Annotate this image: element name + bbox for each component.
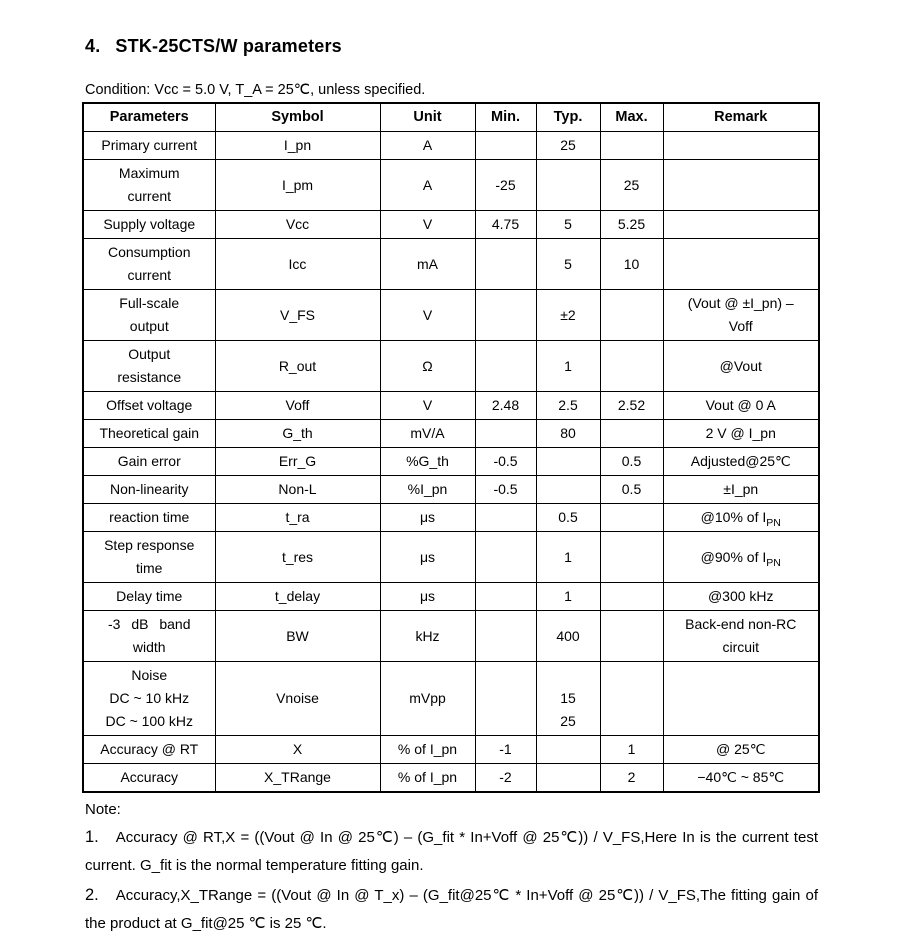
typ-cell: ±2: [536, 290, 600, 341]
note-number: 1.: [85, 828, 99, 846]
remark-cell: @300 kHz: [663, 583, 819, 611]
remark-cell: @90% of $I_{PN}$: [663, 532, 819, 583]
table-row: [83, 160, 819, 211]
unit-cell: % of I_pn: [380, 736, 475, 764]
column-header: Typ.: [536, 103, 600, 132]
typ-cell: [536, 448, 600, 476]
parameter-cell: Primary current: [83, 132, 215, 160]
symbol-cell: t_res: [215, 532, 380, 583]
remark-subscript: PN: [766, 516, 781, 529]
min-cell: [475, 583, 536, 611]
remark-cell: ±I_pn: [663, 476, 819, 504]
min-cell: [475, 420, 536, 448]
unit-cell: mVpp: [380, 662, 475, 736]
parameter-cell: Delay time: [83, 583, 215, 611]
unit-cell: V: [380, 392, 475, 420]
symbol-cell: t_ra: [215, 504, 380, 532]
note-text: Accuracy,X_TRange = ((Vout @ In @ T_x) – (G_fit@25℃ * In+Voff @ 25℃)) / V_FS,The fitting gain of the product at G_fit@25 ℃ is 25 ℃.: [85, 887, 818, 932]
parameter-cell: reaction time: [83, 504, 215, 532]
typ-cell: [536, 764, 600, 793]
table-row: [83, 611, 819, 662]
max-cell: [600, 132, 663, 160]
column-header: Parameters: [83, 103, 215, 132]
unit-cell: mA: [380, 239, 475, 290]
symbol-cell: G_th: [215, 420, 380, 448]
unit-cell: %I_pn: [380, 476, 475, 504]
table-row: [83, 132, 819, 160]
unit-cell: % of I_pn: [380, 764, 475, 793]
remark-cell: [663, 132, 819, 160]
unit-cell: μs: [380, 583, 475, 611]
table-row: [83, 736, 819, 764]
max-cell: [600, 583, 663, 611]
max-cell: [600, 662, 663, 736]
min-cell: -25: [475, 160, 536, 211]
page-title: [85, 36, 818, 57]
unit-cell: V: [380, 290, 475, 341]
remark-cell: @10% of $I_{PN}$: [663, 504, 819, 532]
parameter-cell: Accuracy @ RT: [83, 736, 215, 764]
typ-cell: [536, 160, 600, 211]
symbol-cell: Vnoise: [215, 662, 380, 736]
notes-label: Note:: [85, 801, 121, 818]
symbol-cell: R_out: [215, 341, 380, 392]
symbol-cell: t_delay: [215, 583, 380, 611]
min-cell: [475, 341, 536, 392]
parameters-table-body: [83, 132, 819, 793]
condition-line: Condition: Vcc = 5.0 V, T_A = 25℃, unless specified.: [85, 82, 426, 98]
max-cell: 0.5: [600, 448, 663, 476]
symbol-cell: I_pn: [215, 132, 380, 160]
max-cell: [600, 504, 663, 532]
remark-cell: Back-end non-RC circuit: [663, 611, 819, 662]
typ-cell: [536, 736, 600, 764]
note-text: Accuracy @ RT,X = ((Vout @ In @ 25℃) – (G_fit * In+Voff @ 25℃)) / V_FS,Here In is the current test current. G_fit is the normal temperature fitting gain.: [85, 829, 818, 874]
parameter-cell: -3 dB band width: [83, 611, 215, 662]
unit-cell: A: [380, 132, 475, 160]
header-row: [83, 103, 819, 132]
document-page: [82, 36, 818, 937]
min-cell: [475, 504, 536, 532]
remark-cell: [663, 662, 819, 736]
remark-cell: −40℃ ~ 85℃: [663, 764, 819, 793]
typ-cell: 1: [536, 341, 600, 392]
remark-subscript: PN: [766, 556, 781, 569]
min-cell: [475, 611, 536, 662]
column-header: Symbol: [215, 103, 380, 132]
min-cell: -1: [475, 736, 536, 764]
column-header: Remark: [663, 103, 819, 132]
max-cell: 5.25: [600, 211, 663, 239]
parameter-cell: Gain error: [83, 448, 215, 476]
remark-cell: Vout @ 0 A: [663, 392, 819, 420]
symbol-cell: Icc: [215, 239, 380, 290]
symbol-cell: I_pm: [215, 160, 380, 211]
parameter-cell: Consumption current: [83, 239, 215, 290]
typ-cell: 15 25: [536, 662, 600, 736]
typ-cell: 400: [536, 611, 600, 662]
table-row: [83, 504, 819, 532]
unit-cell: mV/A: [380, 420, 475, 448]
parameter-cell: Offset voltage: [83, 392, 215, 420]
table-row: [83, 211, 819, 239]
min-cell: -0.5: [475, 448, 536, 476]
note-number: 2.: [85, 886, 99, 904]
max-cell: 25: [600, 160, 663, 211]
min-cell: [475, 132, 536, 160]
table-row: [83, 290, 819, 341]
min-cell: 2.48: [475, 392, 536, 420]
unit-cell: A: [380, 160, 475, 211]
typ-cell: 5: [536, 239, 600, 290]
remark-cell: 2 V @ I_pn: [663, 420, 819, 448]
unit-cell: μs: [380, 532, 475, 583]
notes-list: [82, 824, 818, 937]
typ-cell: 80: [536, 420, 600, 448]
symbol-cell: Err_G: [215, 448, 380, 476]
max-cell: [600, 532, 663, 583]
column-header: Min.: [475, 103, 536, 132]
parameter-cell: Theoretical gain: [83, 420, 215, 448]
table-row: [83, 764, 819, 793]
section-title: STK-25CTS/W parameters: [115, 36, 342, 56]
parameter-cell: Output resistance: [83, 341, 215, 392]
table-row: [83, 239, 819, 290]
typ-cell: 1: [536, 532, 600, 583]
unit-cell: μs: [380, 504, 475, 532]
parameter-cell: Maximum current: [83, 160, 215, 211]
max-cell: 0.5: [600, 476, 663, 504]
max-cell: 2.52: [600, 392, 663, 420]
symbol-cell: Voff: [215, 392, 380, 420]
symbol-cell: X: [215, 736, 380, 764]
max-cell: [600, 341, 663, 392]
section-number: 4.: [85, 36, 101, 56]
table-row: [83, 448, 819, 476]
note-item: [85, 824, 818, 879]
max-cell: 2: [600, 764, 663, 793]
remark-cell: [663, 211, 819, 239]
parameter-cell: Non-linearity: [83, 476, 215, 504]
remark-cell: [663, 160, 819, 211]
typ-cell: 5: [536, 211, 600, 239]
parameter-cell: Supply voltage: [83, 211, 215, 239]
parameter-cell: Step response time: [83, 532, 215, 583]
column-header: Unit: [380, 103, 475, 132]
unit-cell: kHz: [380, 611, 475, 662]
typ-cell: [536, 476, 600, 504]
unit-cell: Ω: [380, 341, 475, 392]
remark-cell: [663, 239, 819, 290]
typ-cell: 25: [536, 132, 600, 160]
symbol-cell: Non-L: [215, 476, 380, 504]
min-cell: [475, 532, 536, 583]
notes-section: [82, 798, 818, 937]
remark-cell: (Vout @ ±I_pn) – Voff: [663, 290, 819, 341]
column-header: Max.: [600, 103, 663, 132]
table-row: [83, 392, 819, 420]
table-row: [83, 583, 819, 611]
symbol-cell: X_TRange: [215, 764, 380, 793]
table-row: [83, 532, 819, 583]
symbol-cell: BW: [215, 611, 380, 662]
table-header: [83, 103, 819, 132]
symbol-cell: Vcc: [215, 211, 380, 239]
typ-cell: 2.5: [536, 392, 600, 420]
unit-cell: V: [380, 211, 475, 239]
table-row: [83, 341, 819, 392]
max-cell: [600, 611, 663, 662]
min-cell: -2: [475, 764, 536, 793]
min-cell: [475, 239, 536, 290]
max-cell: [600, 290, 663, 341]
typ-cell: 0.5: [536, 504, 600, 532]
min-cell: -0.5: [475, 476, 536, 504]
max-cell: 10: [600, 239, 663, 290]
note-item: [85, 882, 818, 937]
table-row: [83, 476, 819, 504]
min-cell: [475, 290, 536, 341]
typ-cell: 1: [536, 583, 600, 611]
table-row: [83, 662, 819, 736]
unit-cell: %G_th: [380, 448, 475, 476]
parameter-cell: Noise DC ~ 10 kHz DC ~ 100 kHz: [83, 662, 215, 736]
min-cell: 4.75: [475, 211, 536, 239]
table-row: [83, 420, 819, 448]
remark-cell: @Vout: [663, 341, 819, 392]
max-cell: 1: [600, 736, 663, 764]
max-cell: [600, 420, 663, 448]
remark-cell: @ 25℃: [663, 736, 819, 764]
symbol-cell: V_FS: [215, 290, 380, 341]
remark-cell: Adjusted@25℃: [663, 448, 819, 476]
parameter-cell: Full-scale output: [83, 290, 215, 341]
parameters-table: [82, 102, 820, 793]
parameter-cell: Accuracy: [83, 764, 215, 793]
min-cell: [475, 662, 536, 736]
